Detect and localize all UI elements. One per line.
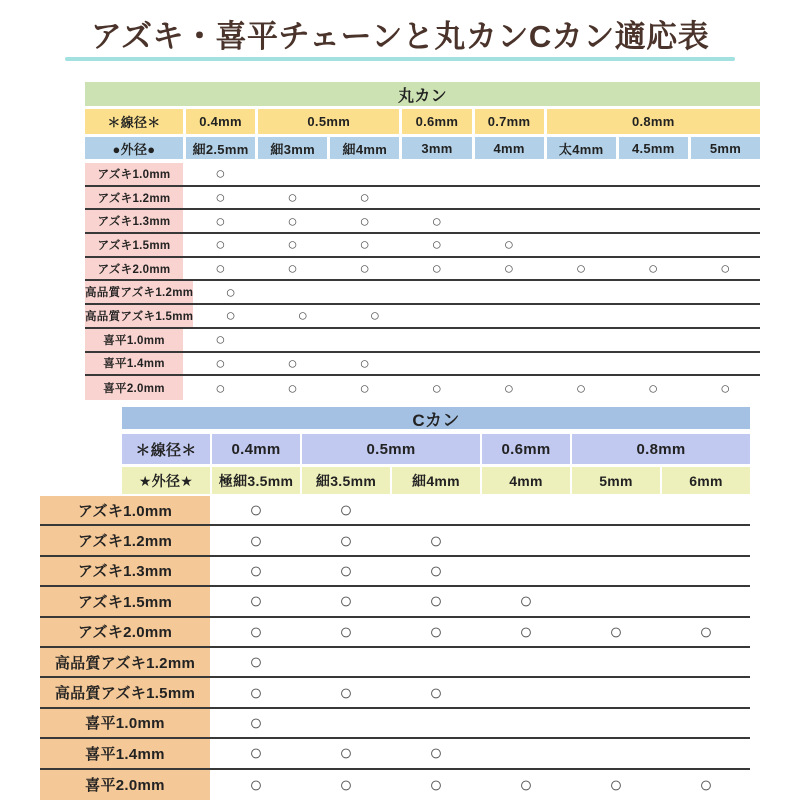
compatible-mark: ○ [249,557,263,583]
outer-diameter-value: 6mm [662,467,750,494]
mark-cell [482,526,570,554]
table-row [85,305,760,329]
table-row [40,739,750,769]
compatible-mark: ○ [249,618,263,644]
compatible-mark: ○ [339,618,353,644]
wire-diameter-value: 0.7mm [475,109,544,134]
mark-cell [392,770,480,800]
compatible-mark: ○ [429,679,443,705]
mark-cell [557,281,626,303]
table-row [85,163,760,187]
compatible-mark: ○ [429,740,443,766]
title-block [0,20,800,61]
table-body [85,163,760,400]
mark-cell [392,709,480,737]
table-row [85,210,760,234]
compatible-mark: ○ [359,378,371,398]
mark-cell [482,648,570,676]
mark-cell [186,187,255,209]
mark-cell [691,163,760,185]
mark-cell [302,557,390,585]
mark-cell [701,281,770,303]
mark-cell [392,587,480,615]
mark-cell [413,281,482,303]
mark-cell [475,234,544,256]
compatible-mark: ○ [648,378,659,398]
mark-cell [258,210,327,232]
mark-cell [392,648,480,676]
wire-diameter-row [85,109,760,134]
outer-diameter-value: 細4mm [392,467,480,494]
compatible-mark: ○ [503,259,515,279]
table-row [85,376,760,400]
compatible-mark: ○ [287,378,298,398]
mark-cell [186,258,255,280]
mark-cell [402,329,471,351]
maru-kan-table-title: 丸カン [85,82,760,106]
mark-cell [482,678,570,706]
outer-diameter-value: 太4mm [547,137,616,159]
table-row [40,496,750,526]
mark-cell [268,281,337,303]
compatible-mark: ○ [429,618,443,644]
mark-cell [186,234,255,256]
compatible-mark: ○ [575,259,587,279]
outer-diameter-value: 4.5mm [619,137,688,159]
mark-cell [475,329,544,351]
mark-cell [547,163,616,185]
row-label: アズキ1.5mm [40,587,210,615]
compatible-mark: ○ [431,378,443,398]
mark-cell [619,210,688,232]
mark-cell [475,187,544,209]
mark-cell [258,258,327,280]
mark-cell [475,353,544,375]
row-label: アズキ2.0mm [85,258,183,280]
compatible-mark: ○ [225,306,237,326]
mark-cell [475,163,544,185]
mark-cell [691,258,760,280]
compatible-mark: ○ [519,588,533,614]
mark-cell [258,187,327,209]
mark-cell [402,376,471,400]
mark-cell [186,353,255,375]
outer-diameter-label: ●外径● [85,137,183,159]
wire-diameter-value: 0.5mm [258,109,399,134]
table-row [40,618,750,648]
table-row [85,234,760,258]
compatible-mark: ○ [339,497,353,523]
row-label: アズキ1.2mm [85,187,183,209]
mark-cell [619,258,688,280]
mark-cell [619,329,688,351]
mark-cell [572,496,660,524]
compatible-mark: ○ [720,378,731,398]
mark-cell [619,234,688,256]
compatible-mark: ○ [339,588,353,614]
mark-cell [572,557,660,585]
mark-cell [212,557,300,585]
mark-cell [691,353,760,375]
table-row [40,770,750,800]
outer-diameter-row [122,467,750,494]
mark-cell [691,210,760,232]
mark-cell [547,376,616,400]
mark-cell [402,258,471,280]
mark-cell [402,210,471,232]
mark-cell [212,648,300,676]
compatible-mark: ○ [249,588,263,614]
compatible-mark: ○ [287,188,298,208]
mark-cell [691,329,760,351]
mark-cell [258,234,327,256]
mark-cell [402,187,471,209]
mark-cell [572,618,660,646]
row-label: アズキ1.2mm [40,526,210,554]
mark-cell [302,496,390,524]
mark-cell [392,526,480,554]
mark-cell [212,496,300,524]
row-label: 高品質アズキ1.2mm [40,648,210,676]
page-title: アズキ・喜平チェーンと丸カンCカン適応表 [90,19,710,54]
compatible-mark: ○ [339,527,353,553]
wire-diameter-row [122,434,750,464]
outer-diameter-value: 細2.5mm [186,137,255,159]
row-label: 高品質アズキ1.2mm [85,281,193,303]
row-label: アズキ1.0mm [85,163,183,185]
wire-diameter-value: 0.4mm [212,434,300,464]
mark-cell [302,587,390,615]
compatible-mark: ○ [429,588,443,614]
mark-cell [330,353,399,375]
mark-cell [662,709,750,737]
mark-cell [330,234,399,256]
compatible-mark: ○ [215,353,226,373]
compatible-mark: ○ [359,211,371,231]
wire-diameter-value: 0.8mm [547,109,760,134]
mark-cell [662,496,750,524]
mark-cell [196,305,265,327]
mark-cell [302,678,390,706]
mark-cell [402,163,471,185]
outer-diameter-value: 細4mm [330,137,399,159]
mark-cell [662,557,750,585]
compatible-mark: ○ [699,618,713,644]
mark-cell [619,376,688,400]
table-row [40,648,750,678]
mark-cell [662,770,750,800]
row-label: アズキ2.0mm [40,618,210,646]
mark-cell [186,376,255,400]
table-row [85,329,760,353]
mark-cell [662,739,750,767]
mark-cell [547,353,616,375]
row-label: 喜平2.0mm [40,770,210,800]
mark-cell [485,305,554,327]
mark-cell [186,163,255,185]
compatible-mark: ○ [339,679,353,705]
mark-cell [392,678,480,706]
wire-diameter-value: 0.4mm [186,109,255,134]
compatible-mark: ○ [215,378,226,398]
compatible-mark: ○ [359,235,371,255]
mark-cell [302,618,390,646]
mark-cell [662,526,750,554]
row-label: 高品質アズキ1.5mm [85,305,193,327]
mark-cell [572,648,660,676]
row-label: 喜平1.0mm [40,709,210,737]
compatible-mark: ○ [609,618,623,644]
row-label: アズキ1.3mm [85,210,183,232]
outer-diameter-value: 5mm [572,467,660,494]
wire-diameter-value: 0.5mm [302,434,480,464]
compatible-mark: ○ [429,527,443,553]
wire-diameter-label: ＊線径＊ [85,109,183,134]
mark-cell [547,329,616,351]
compatible-mark: ○ [699,771,713,797]
compatible-mark: ○ [215,188,226,208]
compatible-mark: ○ [503,378,515,398]
compatible-mark: ○ [359,259,371,279]
mark-cell [330,187,399,209]
compatible-mark: ○ [339,771,353,797]
mark-cell [482,557,570,585]
outer-diameter-value: 4mm [482,467,570,494]
row-label: 喜平1.4mm [40,739,210,767]
outer-diameter-value: 3mm [402,137,471,159]
compatible-mark: ○ [503,235,515,255]
table-row [85,258,760,282]
compatible-mark: ○ [249,527,263,553]
mark-cell [392,557,480,585]
compatible-mark: ○ [287,235,298,255]
mark-cell [547,258,616,280]
row-label: 高品質アズキ1.5mm [40,678,210,706]
mark-cell [402,353,471,375]
compatible-mark: ○ [339,557,353,583]
compatible-mark: ○ [429,557,443,583]
mark-cell [572,770,660,800]
mark-cell [212,739,300,767]
compatible-mark: ○ [720,259,731,279]
compatible-mark: ○ [359,353,371,373]
mark-cell [258,353,327,375]
mark-cell [619,353,688,375]
outer-diameter-row [85,137,760,159]
mark-cell [186,329,255,351]
compatible-mark: ○ [249,771,263,797]
compatible-mark: ○ [609,771,623,797]
row-label: 喜平1.4mm [85,353,183,375]
wire-diameter-value: 0.6mm [482,434,570,464]
wire-diameter-value: 0.6mm [402,109,471,134]
table-row [40,678,750,708]
compatible-mark: ○ [215,259,226,279]
compatible-mark: ○ [249,649,263,675]
row-label: アズキ1.3mm [40,557,210,585]
mark-cell [662,648,750,676]
mark-cell [572,678,660,706]
mark-cell [557,305,626,327]
compatible-mark: ○ [287,211,298,231]
mark-cell [302,526,390,554]
mark-cell [330,210,399,232]
table-row [85,353,760,377]
mark-cell [302,709,390,737]
mark-cell [691,376,760,400]
table-row [40,587,750,617]
maru-kan-table [85,82,760,400]
title-underline [65,57,735,61]
row-label: アズキ1.5mm [85,234,183,256]
mark-cell [212,678,300,706]
compatible-mark: ○ [287,353,298,373]
mark-cell [302,770,390,800]
mark-cell [475,210,544,232]
mark-cell [691,234,760,256]
compatible-mark: ○ [519,618,533,644]
compatible-mark: ○ [287,259,298,279]
compatible-mark: ○ [249,740,263,766]
c-kan-table-title: Cカン [122,407,750,429]
mark-cell [402,234,471,256]
c-kan-table [40,407,750,800]
mark-cell [196,281,265,303]
mark-cell [572,526,660,554]
mark-cell [475,376,544,400]
compatible-mark: ○ [431,259,443,279]
mark-cell [330,163,399,185]
mark-cell [392,618,480,646]
compatible-mark: ○ [215,330,226,350]
mark-cell [482,496,570,524]
outer-diameter-label: ★外径★ [122,467,210,494]
compatible-mark: ○ [249,679,263,705]
row-label: アズキ1.0mm [40,496,210,524]
compatible-mark: ○ [429,771,443,797]
mark-cell [302,648,390,676]
mark-cell [258,376,327,400]
mark-cell [413,305,482,327]
mark-cell [619,163,688,185]
mark-cell [619,187,688,209]
mark-cell [475,258,544,280]
mark-cell [547,234,616,256]
mark-cell [572,587,660,615]
mark-cell [482,587,570,615]
outer-diameter-value: 4mm [475,137,544,159]
table-row [40,526,750,556]
compatible-mark: ○ [225,282,237,302]
mark-cell [186,210,255,232]
mark-cell [482,739,570,767]
mark-cell [662,678,750,706]
compatible-mark: ○ [215,211,226,231]
mark-cell [572,739,660,767]
compatible-mark: ○ [431,235,443,255]
table-row [40,557,750,587]
compatible-mark: ○ [369,306,381,326]
mark-cell [662,618,750,646]
mark-cell [572,709,660,737]
mark-cell [212,770,300,800]
wire-diameter-value: 0.8mm [572,434,750,464]
mark-cell [482,618,570,646]
table-row [85,187,760,211]
mark-cell [330,258,399,280]
mark-cell [330,376,399,400]
mark-cell [341,281,410,303]
mark-cell [629,281,698,303]
mark-cell [547,210,616,232]
compatible-mark: ○ [359,188,371,208]
mark-cell [629,305,698,327]
mark-cell [330,329,399,351]
compatible-mark: ○ [575,378,587,398]
mark-cell [341,305,410,327]
wire-diameter-label: ＊線径＊ [122,434,210,464]
outer-diameter-value: 5mm [691,137,760,159]
mark-cell [547,187,616,209]
mark-cell [258,163,327,185]
outer-diameter-value: 細3mm [258,137,327,159]
compatible-mark: ○ [215,164,226,184]
outer-diameter-value: 細3.5mm [302,467,390,494]
mark-cell [212,709,300,737]
compatible-mark: ○ [249,497,263,523]
mark-cell [485,281,554,303]
mark-cell [212,618,300,646]
mark-cell [482,770,570,800]
compatible-mark: ○ [249,709,263,735]
row-label: 喜平1.0mm [85,329,183,351]
table-body [40,496,750,800]
row-label: 喜平2.0mm [85,376,183,400]
mark-cell [691,187,760,209]
compatible-mark: ○ [648,259,659,279]
compatible-mark: ○ [215,235,226,255]
compatible-mark: ○ [339,740,353,766]
compatible-mark: ○ [519,771,533,797]
compatible-mark: ○ [297,306,309,326]
compatible-mark: ○ [431,211,443,231]
mark-cell [212,526,300,554]
mark-cell [701,305,770,327]
mark-cell [268,305,337,327]
mark-cell [258,329,327,351]
mark-cell [392,739,480,767]
mark-cell [392,496,480,524]
table-row [85,281,760,305]
mark-cell [302,739,390,767]
table-row [40,709,750,739]
outer-diameter-value: 極細3.5mm [212,467,300,494]
mark-cell [662,587,750,615]
mark-cell [212,587,300,615]
mark-cell [482,709,570,737]
